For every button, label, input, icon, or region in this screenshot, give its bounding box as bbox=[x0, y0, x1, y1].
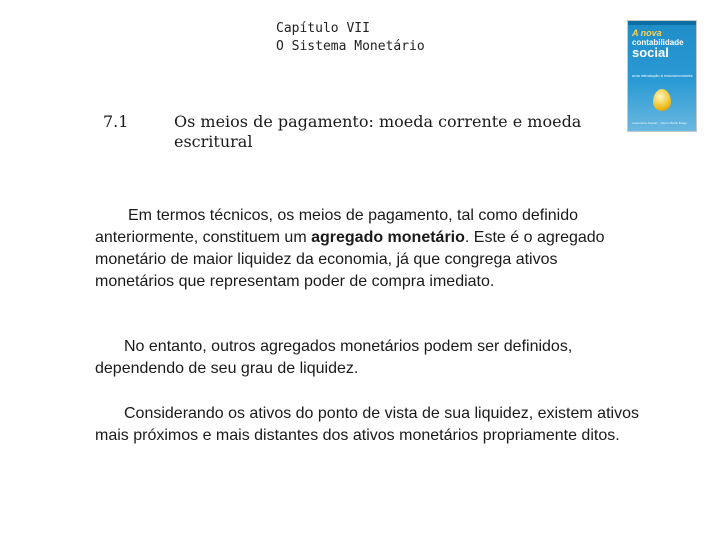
cover-title bbox=[632, 29, 693, 59]
cover-band bbox=[628, 21, 696, 25]
paragraph-1-text-end: . Este é o agregado monetário de maior liquidez da economia, já que congrega ativos monetários que representam poder de compra imediato. bbox=[95, 229, 605, 290]
chapter-heading bbox=[276, 20, 425, 56]
cover-authors: Leda Maria Paulani · Márcio Bobik Braga bbox=[632, 121, 687, 125]
cover-subtitle: uma introdução à macroeconomia bbox=[632, 73, 693, 78]
section-number: 7.1 bbox=[103, 112, 129, 131]
chapter-number: Capítulo VII bbox=[276, 21, 370, 36]
book-cover-image bbox=[627, 20, 697, 132]
cover-drop-icon bbox=[653, 89, 671, 111]
paragraph-3: Considerando os ativos do ponto de vista de sua liquidez, existem ativos mais próximos e mais distantes dos ativos monetários propriamente ditos. bbox=[95, 405, 639, 444]
cover-title-line2: contabilidade bbox=[632, 38, 684, 47]
cover-title-line3: social bbox=[632, 45, 669, 60]
section-title: Os meios de pagamento: moeda corrente e moeda escritural bbox=[174, 112, 582, 151]
paragraph-1-text: Em termos técnicos, os meios de pagamento, tal como definido anteriormente, constituem um bbox=[95, 207, 578, 246]
chapter-title: O Sistema Monetário bbox=[276, 39, 425, 54]
paragraph-1 bbox=[95, 205, 640, 293]
paragraph-1-bold: agregado monetário bbox=[311, 229, 465, 246]
cover-title-line1: A nova bbox=[632, 28, 662, 38]
paragraph-2: No entanto, outros agregados monetários podem ser definidos, dependendo de seu grau de liquidez. bbox=[95, 338, 573, 377]
